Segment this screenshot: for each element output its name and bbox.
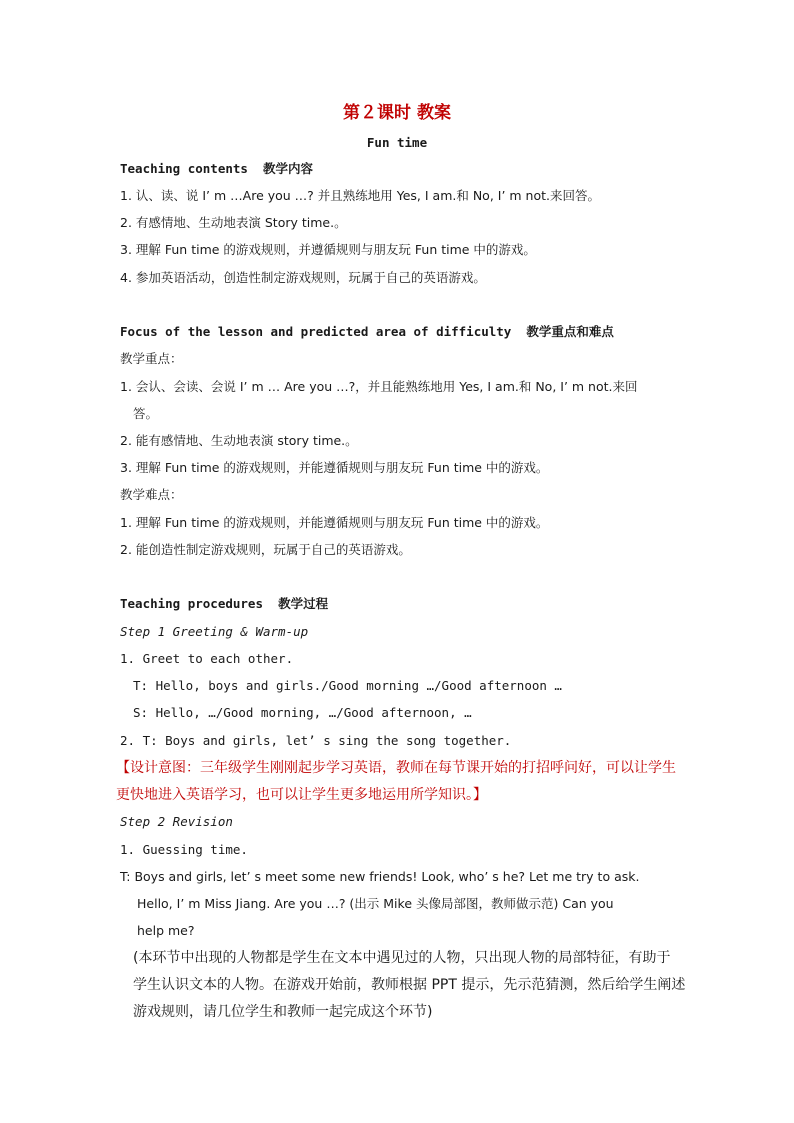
key-point-item: 2. 能有感情地、生动地表演 story time.。 <box>120 433 358 448</box>
contents-item: 2. 有感情地、生动地表演 Story time.。 <box>120 215 347 230</box>
contents-heading-en: Teaching contents <box>120 161 248 176</box>
step-2-note-line: 学生认识文本的人物。在游戏开始前，教师根据 PPT 提示，先示范猜测，然后给学生阐述 <box>133 977 686 993</box>
key-point-item: 1. 会认、会读、会说 I’ m … Are you …?，并且能熟练地用 Yes, I am.和 No, I’ m not.来回 <box>120 379 638 394</box>
step-2-line: 1. Guessing time. <box>120 842 248 857</box>
difficulty-label: 教学难点： <box>120 487 183 502</box>
step-1-line: 2. T: Boys and girls, let’ s sing the song together. <box>120 733 512 748</box>
contents-heading <box>120 161 313 177</box>
procedures-heading-cn: 教学过程 <box>278 596 329 611</box>
key-point-item: 答。 <box>133 406 159 421</box>
step-1-line: S: Hello, …/Good morning, …/Good afternoon, … <box>133 705 472 720</box>
contents-item: 1. 认、读、说 I’ m …Are you …? 并且熟练地用 Yes, I am.和 No, I’ m not.来回答。 <box>120 188 600 203</box>
step-2-line: T: Boys and girls, let’ s meet some new friends! Look, who’ s he? Let me try to ask. <box>120 869 640 884</box>
step-1-line: 1. Greet to each other. <box>120 651 294 666</box>
difficulty-item: 1. 理解 Fun time 的游戏规则，并能遵循规则与朋友玩 Fun time 中的游戏。 <box>120 515 549 530</box>
step-2-line: Hello, I’ m Miss Jiang. Are you …? (出示 Mike 头像局部图，教师做示范) Can you <box>137 896 614 911</box>
contents-heading-cn: 教学内容 <box>263 161 314 176</box>
focus-heading <box>120 324 614 340</box>
key-points-label: 教学重点： <box>120 351 183 366</box>
step-2-title: Step 2 Revision <box>120 814 233 829</box>
procedures-heading <box>120 596 328 612</box>
page-subtitle: Fun time <box>366 135 428 150</box>
focus-heading-cn: 教学重点和难点 <box>526 324 614 339</box>
step-2-note-line: (本环节中出现的人物都是学生在文本中遇见过的人物，只出现人物的局部特征，有助于 <box>133 950 671 966</box>
design-intent-line: 【设计意图：三年级学生刚刚起步学习英语，教师在每节课开始的打招呼问好，可以让学生 <box>116 760 676 776</box>
step-2-line: help me? <box>137 923 195 938</box>
step-1-title: Step 1 Greeting & Warm-up <box>120 624 309 639</box>
contents-item: 4. 参加英语活动，创造性制定游戏规则，玩属于自己的英语游戏。 <box>120 270 486 285</box>
page-title: 第２课时 教案 <box>343 103 451 123</box>
key-point-item: 3. 理解 Fun time 的游戏规则，并能遵循规则与朋友玩 Fun time 中的游戏。 <box>120 460 549 475</box>
design-intent-line: 更快地进入英语学习，也可以让学生更多地运用所学知识。】 <box>116 787 487 803</box>
focus-heading-en: Focus of the lesson and predicted area of difficulty <box>120 324 512 339</box>
contents-item: 3. 理解 Fun time 的游戏规则，并遵循规则与朋友玩 Fun time 中的游戏。 <box>120 242 536 257</box>
step-1-line: T: Hello, boys and girls./Good morning …/Good afternoon … <box>133 678 562 693</box>
difficulty-item: 2. 能创造性制定游戏规则，玩属于自己的英语游戏。 <box>120 542 411 557</box>
procedures-heading-en: Teaching procedures <box>120 596 263 611</box>
step-2-note-line: 游戏规则，请几位学生和教师一起完成这个环节) <box>133 1004 433 1020</box>
